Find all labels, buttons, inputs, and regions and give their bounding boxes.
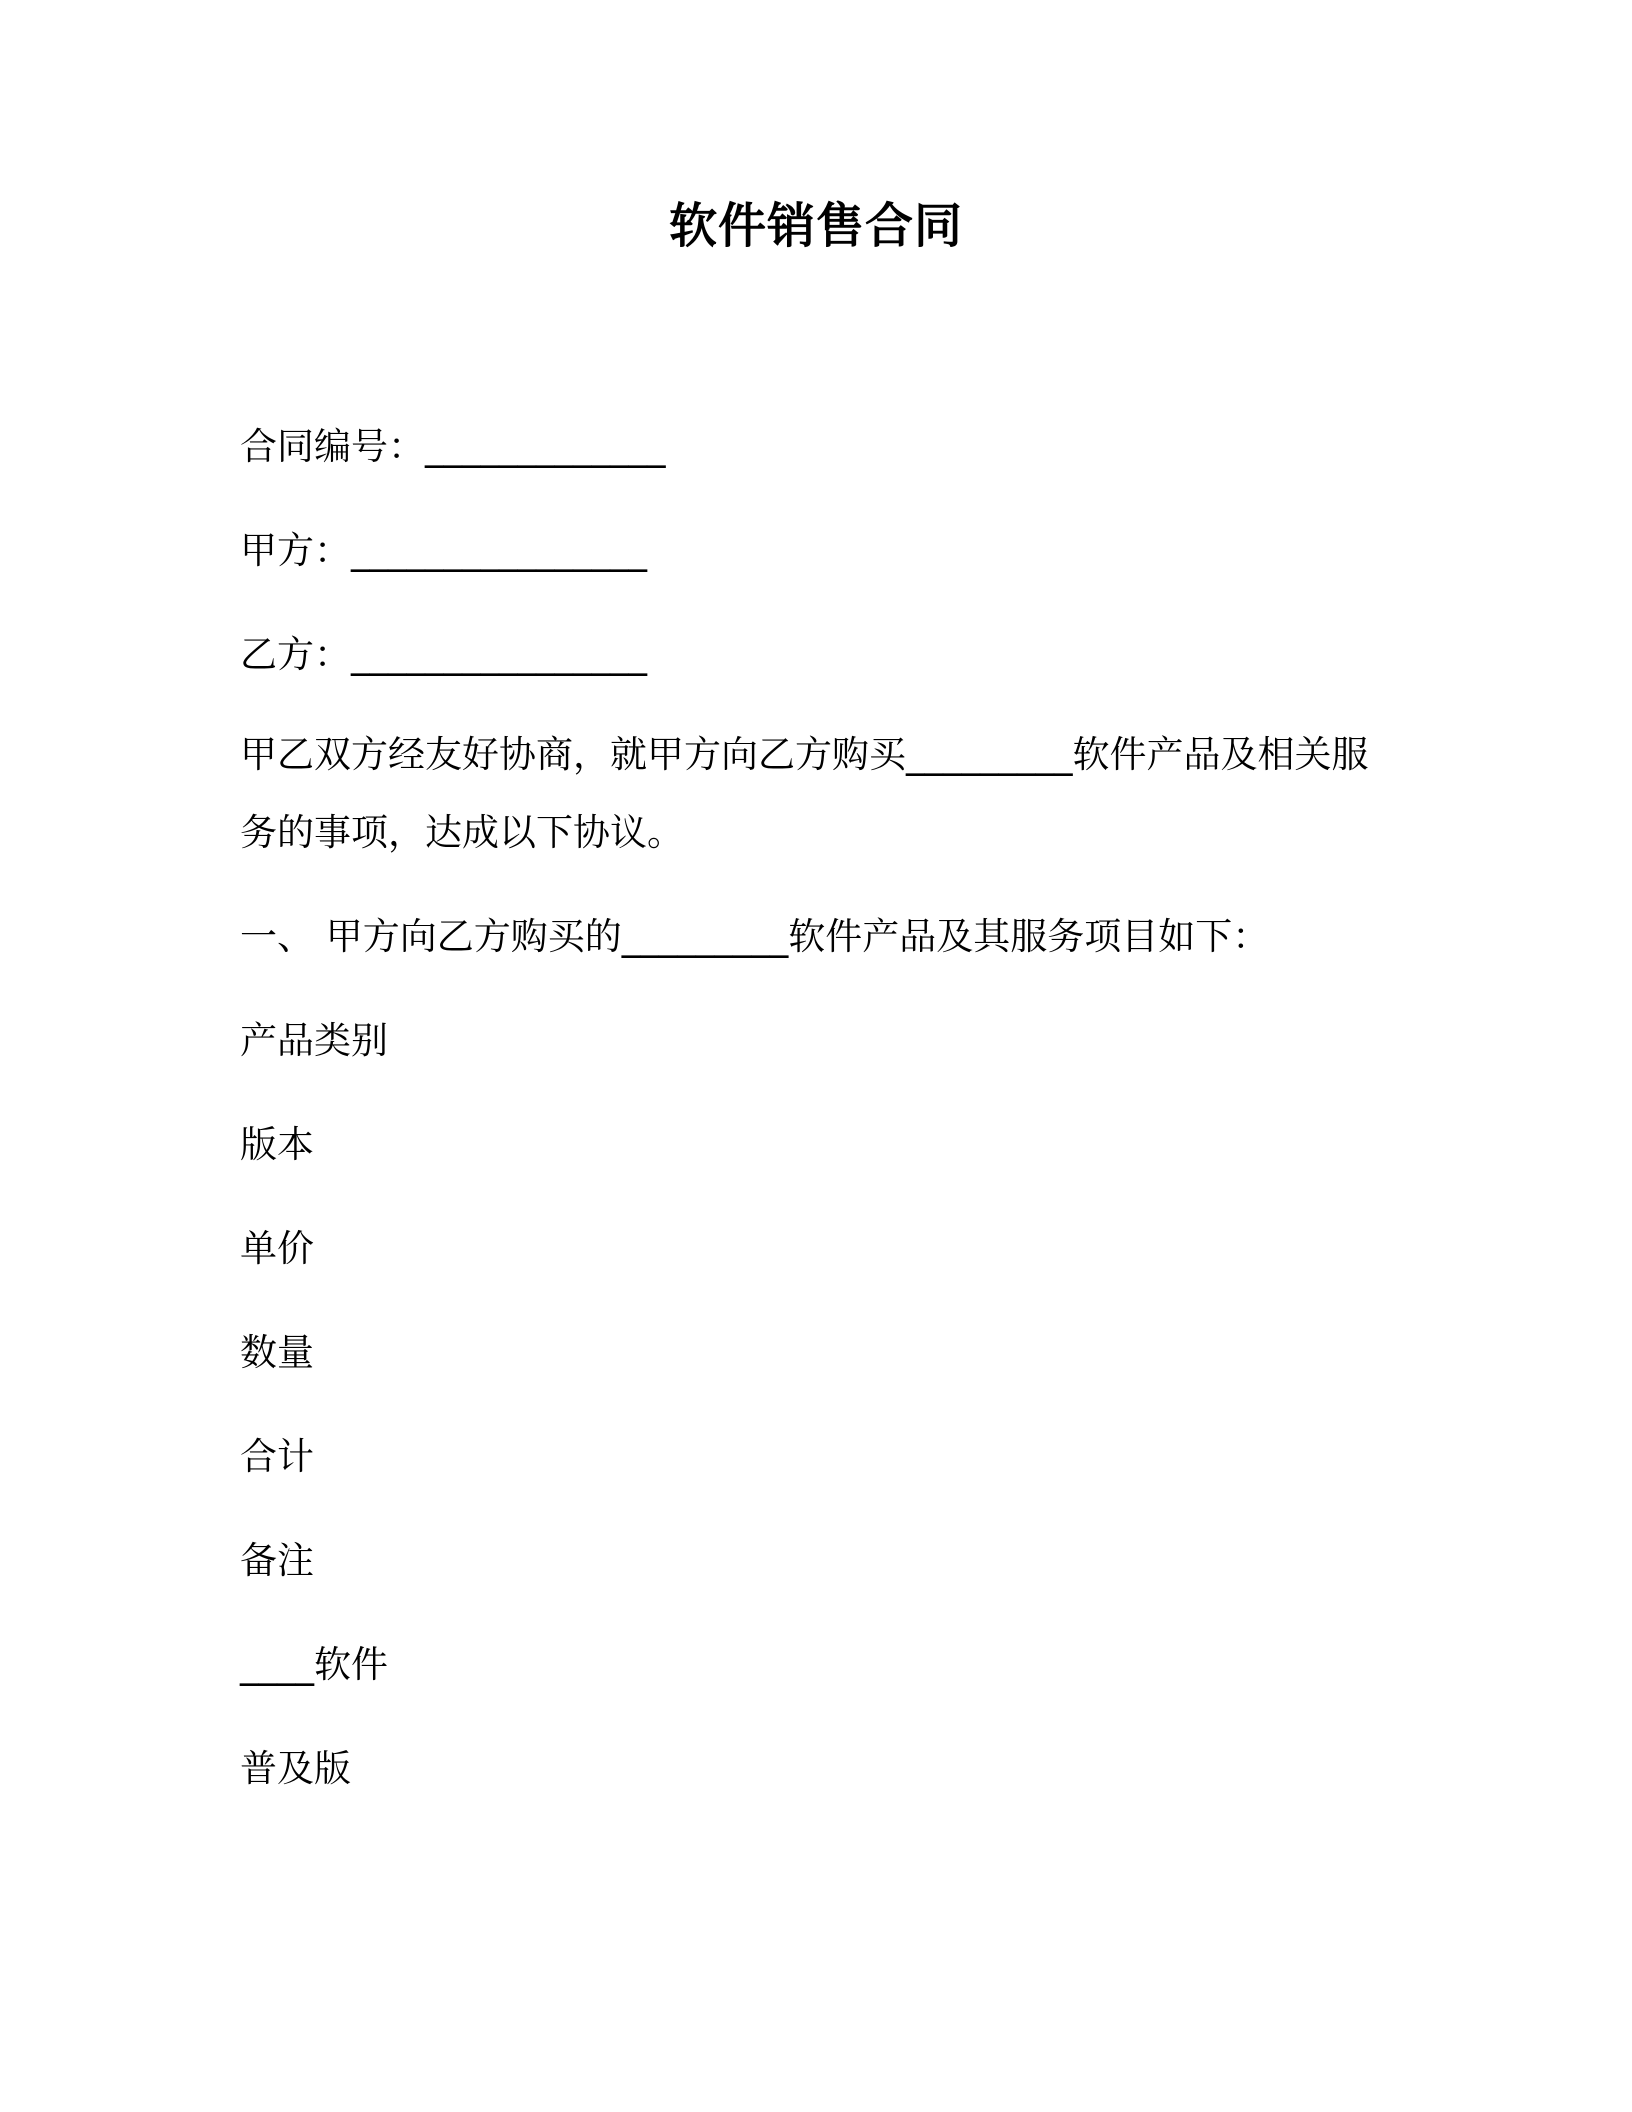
party-a-line: 甲方：________________ [240,529,647,572]
list-item-version: 版本 [240,1123,314,1166]
list-item-software: ____软件 [240,1643,388,1686]
section-1-heading: 一、 甲方向乙方购买的_________软件产品及其服务项目如下： [240,915,1270,958]
intro-paragraph: 甲乙双方经友好协商，就甲方向乙方购买_________软件产品及相关服务的事项，达成以下协议。 [240,733,1369,854]
party-b-line: 乙方：________________ [240,633,647,676]
list-item-remarks: 备注 [240,1539,314,1582]
list-item-product-category: 产品类别 [240,1019,388,1062]
list-item-unit-price: 单价 [240,1227,314,1270]
list-item-standard-edition: 普及版 [240,1747,351,1790]
list-item-quantity: 数量 [240,1331,314,1374]
document-title: 软件销售合同 [668,198,963,254]
list-item-total: 合计 [240,1435,314,1478]
contract-number-line: 合同编号：_____________ [240,425,666,468]
